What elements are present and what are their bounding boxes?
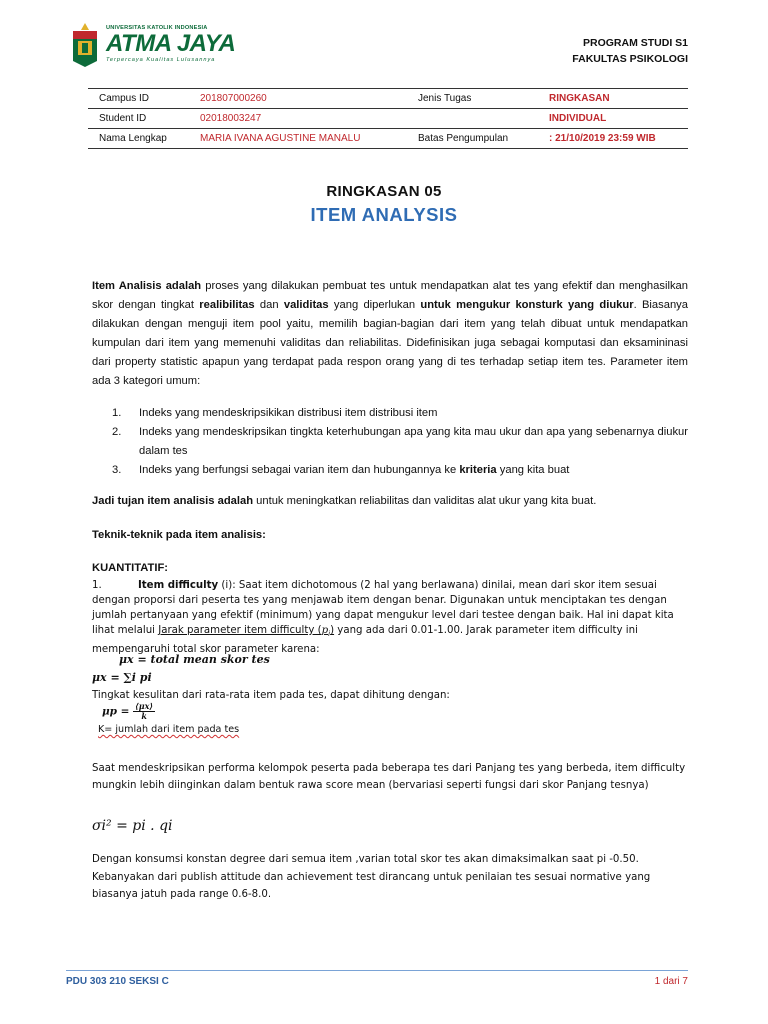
formula-fraction [133,702,155,721]
list-item [112,404,688,423]
difficulty-bold: Item difficulty [138,580,219,591]
list-number: 1. [112,407,122,419]
saat-paragraph: Saat mendeskripsikan performa kelompok peserta pada beberapa tes dari Panjang tes yang berbeda, item difficulty mungkin lebih diinginkan dalam bentuk rawa score mean (bervariasi seperti fungsi dari skor Panjang tesnya) [92,763,686,791]
konsumsi-paragraph: Dengan konsumsi konstan degree dari semua item ,varian total skor tes akan dimaksimalkan saat pi -0.50. Kebanyakan dari publish attitude dan achievement test dirancang untuk penilaian tes sesuai normative yang biasanya jatuh pada range 0.6-8.0. [92,854,651,900]
list-item-text: Indeks yang mendeskripsikan tingkta keterhubungan apa yang kita mau ukur dan apa yang sebenarnya diukur dalam tes [139,426,688,457]
task-label: Jenis Tugas [418,89,549,109]
footer-course: PDU 303 210 SEKSI C [66,976,169,987]
deadline-label: Batas Pengumpulan [418,129,549,149]
intro-text-3: yang diperlukan [328,299,421,311]
fraction-numerator: ⟨μx⟩ [135,701,154,711]
fraction-denominator: k [141,711,147,721]
campus-id-value: 201807000260 [189,89,418,109]
techniques-heading [92,529,266,541]
intro-text-4: . Biasanya dilakukan dengan menguji item pool yaitu, memilih bagian-bagian dari item yang telah dibuat untuk mendapatkan kumpulan dari item yang memenuhi validitas dan reliabilitas. Didefinisikan juga sebagai komputasi dan eksamininasi dari property statistic apapun yang terdapat pada respon orang yang di tes terhadap setiap item tes. Parameter item ada 3 kategori umum: [92,299,688,387]
logo-university-text: UNIVERSITAS KATOLIK INDONESIA [106,25,208,31]
intro-bold-2: realibilitas [199,299,255,311]
student-id-value: 02018003247 [189,109,418,129]
goal-text: untuk meningkatkan reliabilitas dan validitas alat ukur yang kita buat. [253,495,597,507]
goal-bold: Jadi tujan item analisis adalah [92,495,254,507]
empty-cell [418,109,549,129]
campus-id-label: Campus ID [88,89,189,109]
intro-bold-4: untuk mengukur konsturk yang diukur [420,299,634,311]
category-list [112,404,688,480]
difficulty-underlined [158,625,335,639]
deadline-value: : 21/10/2019 23:59 WIB [549,129,688,149]
formula-mean-p-lhs: μp = [102,705,134,718]
student-id-label: Student ID [88,109,189,129]
k-definition-text: K= jumlah dari item pada tes [98,724,240,735]
difficulty-text-2: yang ada dari 0.01-1.00. Jarak parameter item difficulty ini mempengaruhi total skor parameter karena: [92,625,638,656]
footer-divider [66,970,688,971]
formula-total-mean: μx = total mean skor tes [119,653,270,666]
faculty-line: FAKULTAS PSIKOLOGI [572,53,688,65]
table-row [88,89,688,109]
difficulty-symbol: p [321,625,329,636]
task-type-value: INDIVIDUAL [549,109,688,129]
difficulty-text-1: (i): Saat item dichotomous (2 hal yang berlawana) dinilai, mean dari skor item sesuai dengan proporsi dari peserta tes yang menjawab item dengan benar. Digunakan untuk menciptakan tes dengan jumlah pertanyaan yang efektif (minimum) yang dapat mengukur level dari testee dengan baik. Hal ini dapat kita lihat melalui [92,580,674,636]
name-value: MARIA IVANA AGUSTINE MANALU [189,129,418,149]
difficulty-close: ) [330,625,335,636]
list-item-text: Indeks yang mendeskripsikikan distribusi item distribusi item [139,407,438,419]
list-item-tail: yang kita buat [496,464,570,476]
techniques-heading-text: Teknik-teknik pada item analisis: [92,529,266,541]
difficulty-paragraph [92,578,692,657]
list-number: 2. [112,426,122,438]
document-subtitle: ITEM ANALYSIS [310,204,458,225]
list-item [112,461,688,480]
footer-page-number: 1 dari 7 [654,976,688,987]
table-row [88,109,688,129]
list-number: 3. [112,464,122,476]
name-label: Nama Lengkap [88,129,189,149]
k-definition [98,722,698,737]
difficulty-underlined-text: Jarak parameter item difficulty ( [158,625,322,636]
intro-paragraph [92,277,688,391]
tingkat-paragraph: Tingkat kesulitan dari rata-rata item pada tes, dapat dihitung dengan: [92,690,450,701]
formula-variance: σi² = pi . qi [92,818,173,834]
intro-text-2: dan [254,299,284,311]
formula-mean-p [102,702,155,721]
difficulty-number: 1. [92,580,102,591]
program-line: PROGRAM STUDI S1 [582,37,688,49]
list-item-bold: kriteria [459,464,497,476]
quant-heading-text: KUANTITATIF: [92,562,169,574]
logo-tagline-text: Terpercaya Kualitas Lulusannya [106,57,216,63]
goal-paragraph [92,495,596,507]
intro-bold-3: validitas [283,299,329,311]
task-value: RINGKASAN [549,89,688,109]
difficulty-subscript: i [328,630,331,639]
intro-bold-1: Item Analisis adalah [92,280,202,292]
intro-text-1: proses yang dilakukan pembuat tes untuk mendapatkan alat tes yang efektif dan menghasilkan skor dengan tingkat [92,280,688,311]
list-item [112,423,688,461]
program-info [572,35,688,67]
logo-name-text: ATMA JAYA [106,30,236,57]
student-info-table [88,88,688,149]
crest-icon [70,21,100,67]
table-row [88,129,688,149]
formula-sum: μx = ∑i pi [92,671,152,684]
list-item-text: Indeks yang berfungsi sebagai varian item dan hubungannya ke [139,464,460,476]
quant-heading [92,562,168,574]
document-title: RINGKASAN 05 [326,183,442,200]
university-logo [70,18,236,70]
